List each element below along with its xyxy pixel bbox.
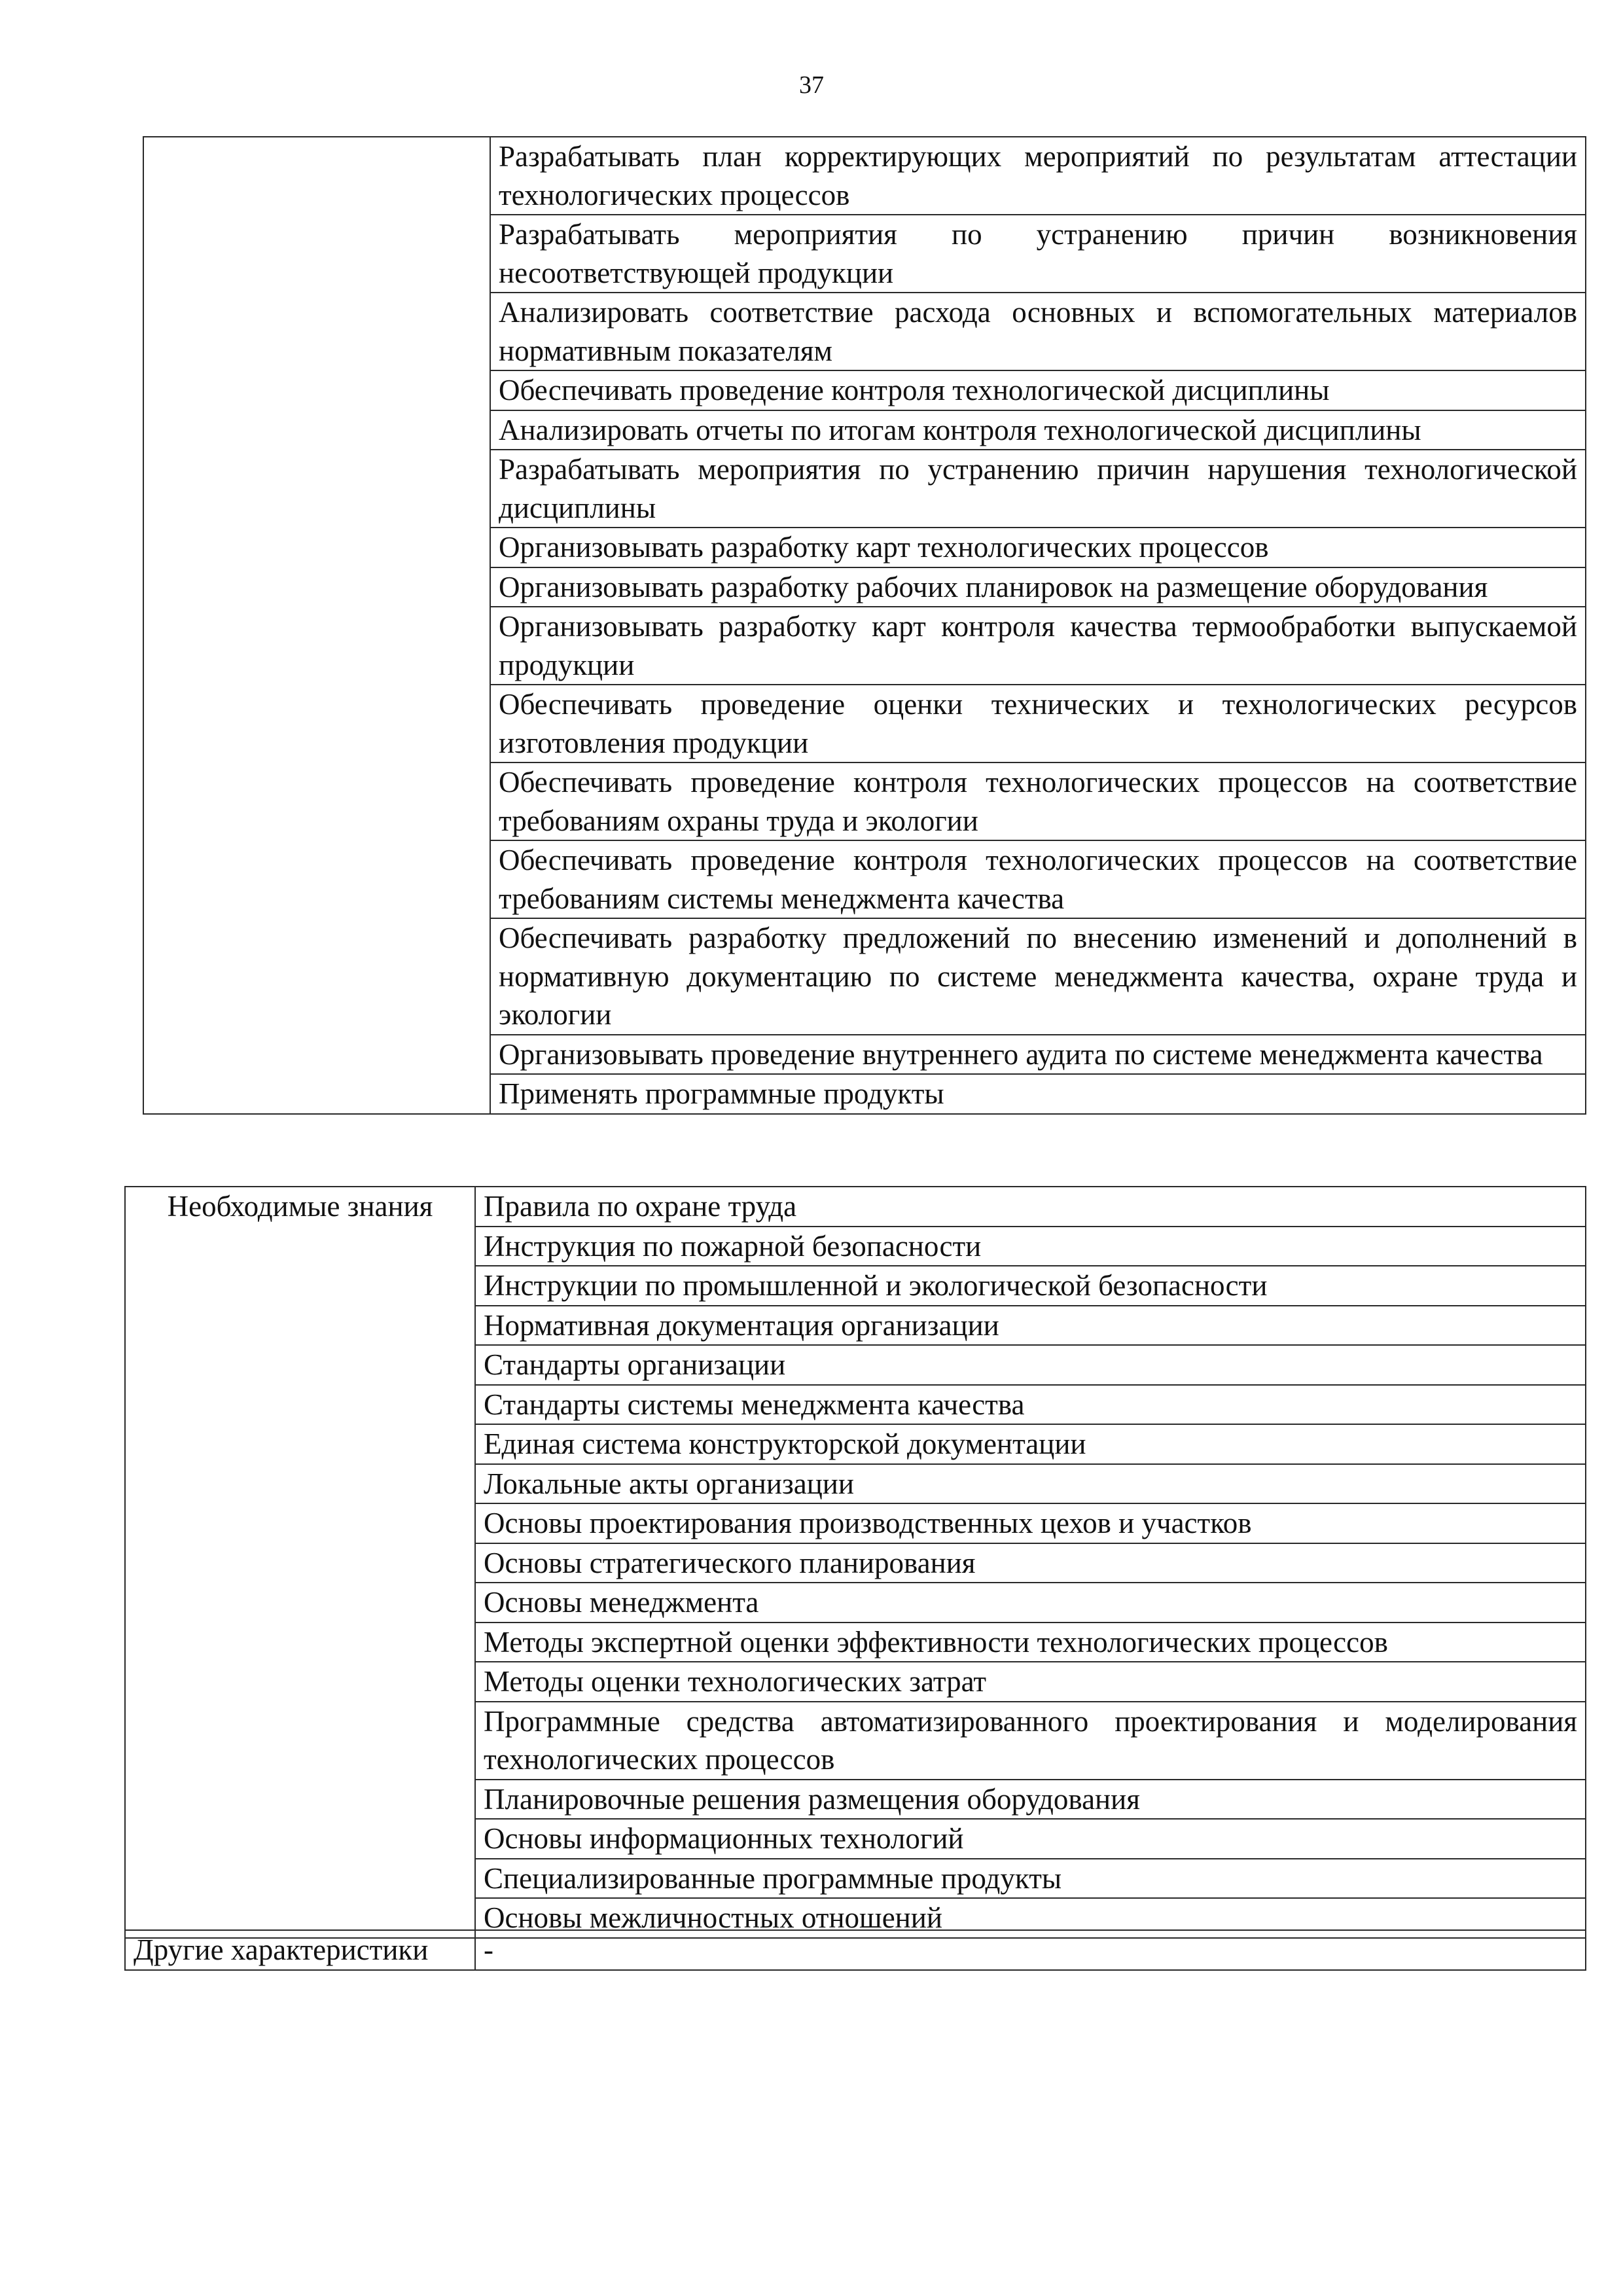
skills-table bbox=[143, 136, 1586, 1115]
list-item: Методы оценки технологических затрат bbox=[475, 1662, 1586, 1702]
list-item: Стандарты системы менеджмента качества bbox=[475, 1385, 1586, 1425]
list-item: Основы информационных технологий bbox=[475, 1819, 1586, 1859]
list-item: Основы менеджмента bbox=[475, 1583, 1586, 1623]
list-item bbox=[475, 1930, 1586, 1970]
list-item: Основы межличностных отношений bbox=[475, 1898, 1586, 1938]
list-item: Разрабатывать план корректирующих мероприятий по результатам аттестации технологических процессов bbox=[490, 137, 1586, 215]
list-item: Обеспечивать проведение контроля технологической дисциплины bbox=[490, 370, 1586, 410]
list-item: Основы стратегического планирования bbox=[475, 1543, 1586, 1583]
table-row bbox=[143, 137, 1586, 215]
list-item: Единая система конструкторской документации bbox=[475, 1424, 1586, 1464]
list-item: Локальные акты организации bbox=[475, 1464, 1586, 1504]
section-label-cell bbox=[125, 1187, 475, 1938]
list-item: Методы экспертной оценки эффективности технологических процессов bbox=[475, 1623, 1586, 1662]
list-item: Обеспечивать разработку предложений по внесению изменений и дополнений в нормативную документацию по системе менеджмента качества, охране труда и экологии bbox=[490, 918, 1586, 1035]
table-row bbox=[125, 1930, 1586, 1970]
list-item: Организовывать разработку карт контроля качества термообработки выпускаемой продукции bbox=[490, 607, 1586, 685]
list-item: Нормативная документация организации bbox=[475, 1306, 1586, 1346]
list-item: Анализировать отчеты по итогам контроля технологической дисциплины bbox=[490, 410, 1586, 450]
list-item: Основы проектирования производственных цехов и участков bbox=[475, 1503, 1586, 1543]
list-item: Стандарты организации bbox=[475, 1345, 1586, 1385]
list-item: Анализировать соответствие расхода основных и вспомогательных материалов нормативным показателям bbox=[490, 293, 1586, 370]
list-item: Организовывать разработку рабочих планировок на размещение оборудования bbox=[490, 567, 1586, 607]
list-item: Организовывать разработку карт технологических процессов bbox=[490, 528, 1586, 567]
section-label-cell bbox=[125, 1930, 475, 1970]
list-item: Программные средства автоматизированного проектирования и моделирования технологических процессов bbox=[475, 1702, 1586, 1780]
section-label-cell bbox=[143, 137, 490, 1114]
list-item: Планировочные решения размещения оборудования bbox=[475, 1780, 1586, 1820]
other-characteristics-table bbox=[124, 1929, 1586, 1971]
table-row bbox=[125, 1187, 1586, 1227]
list-item: Обеспечивать проведение контроля технологических процессов на соответствие требованиям системы менеджмента качества bbox=[490, 840, 1586, 918]
section-label-other: Другие характеристики bbox=[134, 1933, 429, 1966]
knowledge-table bbox=[124, 1186, 1586, 1939]
list-item: Организовывать проведение внутреннего аудита по системе менеджмента качества bbox=[490, 1035, 1586, 1075]
page-number: 37 bbox=[799, 71, 824, 99]
list-item: Инструкции по промышленной и экологической безопасности bbox=[475, 1266, 1586, 1306]
list-item: Разрабатывать мероприятия по устранению причин возникновения несоответствующей продукции bbox=[490, 215, 1586, 293]
list-item: Правила по охране труда bbox=[475, 1187, 1586, 1227]
list-item: Обеспечивать проведение контроля технологических процессов на соответствие требованиям охраны труда и экологии bbox=[490, 762, 1586, 840]
other-characteristics-value: - bbox=[484, 1933, 493, 1966]
list-item: Разрабатывать мероприятия по устранению причин нарушения технологической дисциплины bbox=[490, 450, 1586, 528]
section-label-knowledge: Необходимые знания bbox=[167, 1190, 433, 1223]
list-item: Применять программные продукты bbox=[490, 1074, 1586, 1114]
list-item: Специализированные программные продукты bbox=[475, 1859, 1586, 1899]
list-item: Обеспечивать проведение оценки технических и технологических ресурсов изготовления продукции bbox=[490, 685, 1586, 762]
list-item: Инструкция по пожарной безопасности bbox=[475, 1227, 1586, 1266]
